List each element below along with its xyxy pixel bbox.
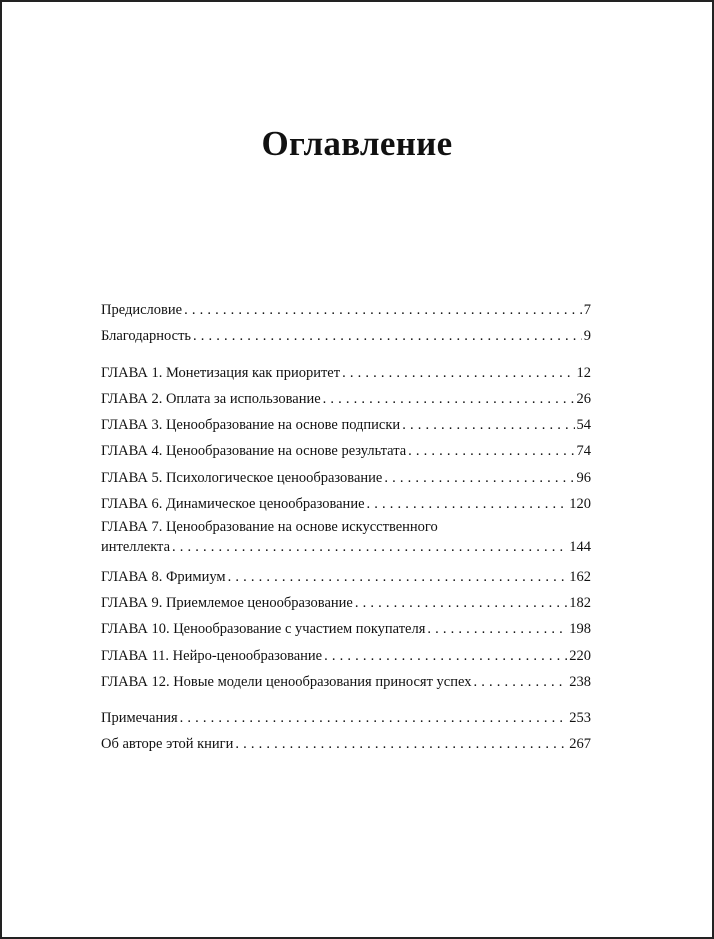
toc-entry-preface[interactable] [101, 297, 591, 323]
toc-entry-acknowledgements[interactable] [101, 323, 591, 349]
toc-entry-chapter-8[interactable] [101, 564, 591, 590]
toc-entry-label: ГЛАВА 6. Динамическое ценообразование [101, 496, 365, 513]
toc-entry-line2 [101, 537, 591, 557]
section-gap [101, 695, 591, 705]
dot-leader [384, 465, 574, 491]
toc-page-number: 162 [569, 568, 591, 585]
toc-entry-chapter-4[interactable] [101, 438, 591, 464]
toc-entry-label: Об авторе этой книги [101, 736, 234, 753]
dot-leader [408, 438, 574, 464]
toc-entry-chapter-7[interactable] [101, 517, 591, 557]
toc-entry-label: ГЛАВА 12. Новые модели ценообразования приносят успех [101, 673, 472, 690]
dot-leader [402, 412, 574, 438]
toc-page-number: 198 [569, 621, 591, 638]
toc-page-number: 120 [569, 496, 591, 513]
dot-leader [193, 323, 582, 349]
toc-entry-chapter-5[interactable] [101, 465, 591, 491]
toc-page-number: 96 [576, 469, 591, 486]
toc-entry-label: ГЛАВА 11. Нейро-ценообразование [101, 647, 323, 664]
dot-leader [427, 616, 567, 642]
toc-entry-chapter-10[interactable] [101, 616, 591, 642]
toc-page-number: 12 [576, 364, 591, 381]
toc-entry-label: Благодарность [101, 328, 192, 345]
toc-entry-label: ГЛАВА 10. Ценообразование с участием покупателя [101, 621, 426, 638]
toc-entry-notes[interactable] [101, 705, 591, 731]
section-gap [101, 350, 591, 360]
dot-leader [342, 360, 574, 386]
toc-page-number: 267 [569, 736, 591, 753]
dot-leader [473, 669, 567, 695]
toc-page-number: 220 [569, 647, 591, 664]
dot-leader [228, 564, 568, 590]
dot-leader [324, 643, 567, 669]
page-title: Оглавление [261, 124, 453, 163]
toc-entry-label: ГЛАВА 1. Монетизация как приоритет [101, 364, 341, 381]
dot-leader [323, 386, 575, 412]
toc-entry-label: ГЛАВА 9. Приемлемое ценообразование [101, 594, 353, 611]
toc-entry-chapter-2[interactable] [101, 386, 591, 412]
toc-entry-about-author[interactable] [101, 731, 591, 757]
toc-entry-label: ГЛАВА 8. Фримиум [101, 568, 226, 585]
dot-leader [172, 537, 567, 557]
dot-leader [235, 731, 567, 757]
toc-entry-label: интеллекта [101, 539, 171, 556]
dot-leader [180, 705, 568, 731]
toc-page-number: 182 [569, 594, 591, 611]
toc-page-number: 253 [569, 710, 591, 727]
toc-entry-label-line1: ГЛАВА 7. Ценообразование на основе искусственного [101, 519, 438, 536]
table-of-contents [101, 297, 591, 758]
dot-leader [184, 297, 582, 323]
toc-page-number: 7 [583, 302, 591, 318]
dot-leader [355, 590, 567, 616]
toc-page-number: 26 [576, 390, 591, 407]
toc-entry-label: ГЛАВА 3. Ценообразование на основе подписки [101, 417, 401, 434]
toc-page-number: 74 [576, 443, 591, 460]
toc-entry-label: Примечания [101, 710, 178, 727]
toc-entry-chapter-11[interactable] [101, 643, 591, 669]
toc-entry-label: ГЛАВА 5. Психологическое ценообразование [101, 469, 383, 486]
toc-page-number: 238 [569, 673, 591, 690]
toc-entry-chapter-1[interactable] [101, 360, 591, 386]
toc-page-number: 54 [576, 417, 591, 434]
toc-entry-chapter-6[interactable] [101, 491, 591, 517]
dot-leader [367, 491, 568, 517]
toc-entry-chapter-12[interactable] [101, 669, 591, 695]
toc-entry-label: ГЛАВА 4. Ценообразование на основе результата [101, 443, 407, 460]
toc-entry-chapter-9[interactable] [101, 590, 591, 616]
toc-page-number: 9 [583, 328, 591, 345]
toc-entry-label: ГЛАВА 2. Оплата за использование [101, 390, 321, 407]
toc-page-number: 144 [569, 539, 591, 556]
toc-entry-label: Предисловие [101, 302, 183, 318]
toc-entry-chapter-3[interactable] [101, 412, 591, 438]
